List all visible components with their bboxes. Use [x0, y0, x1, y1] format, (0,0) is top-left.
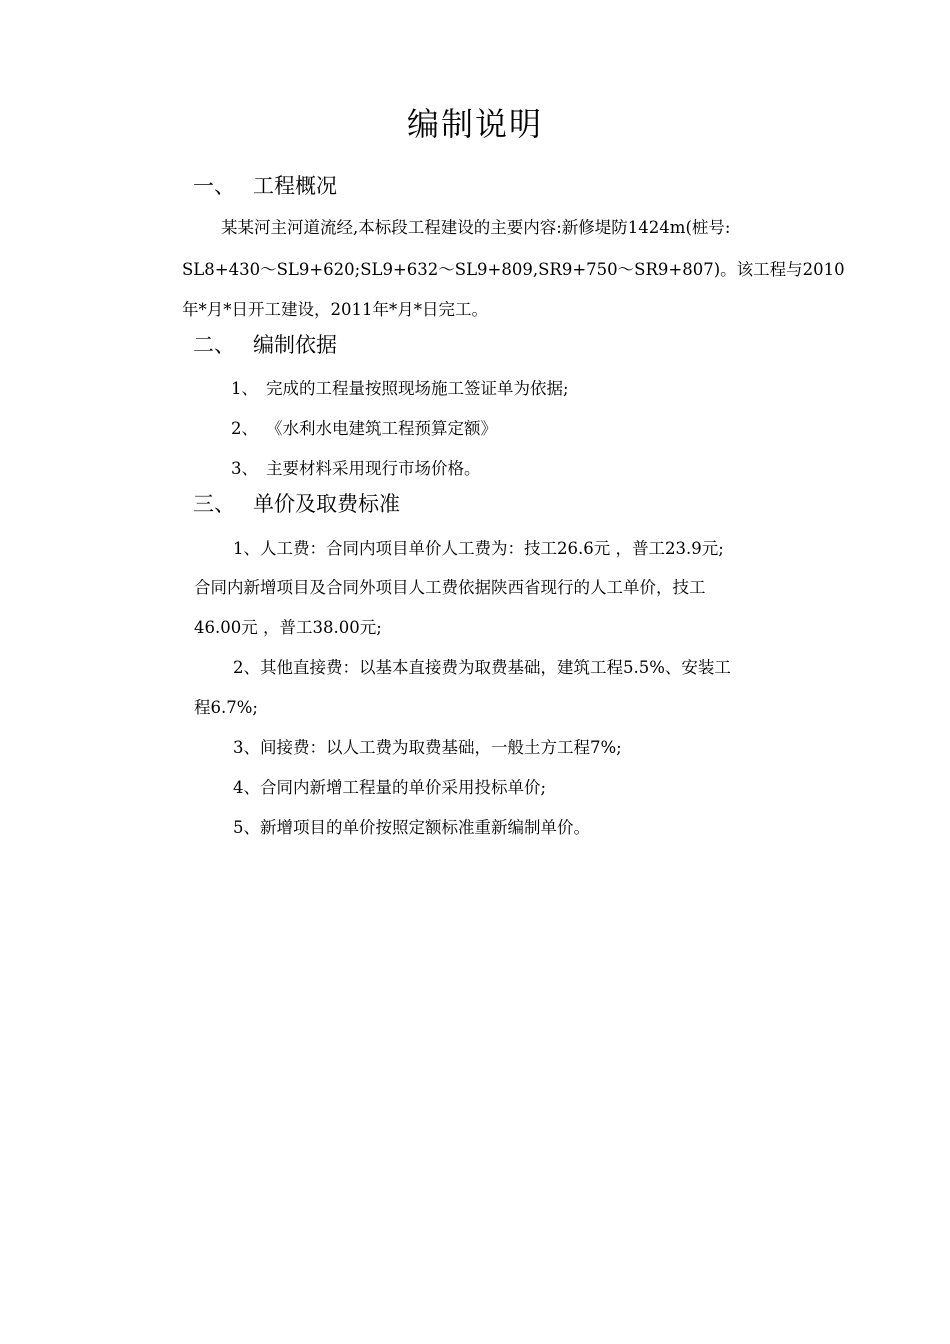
list-item-text: 完成的工程量按照现场施工签证单为依据; — [266, 379, 569, 398]
section-number: 一、 — [193, 174, 235, 198]
paragraph-line: 2、其他直接费：以基本直接费为取费基础，建筑工程5.5%、安装工 — [233, 658, 731, 677]
paragraph-line: SL8+430～SL9+620;SL9+632～SL9+809,SR9+750～SR9+807)。该工程与2010 — [182, 260, 845, 279]
list-item-number: 3、 — [231, 459, 258, 478]
list-item-text: 《水利水电建筑工程预算定额》 — [266, 419, 497, 438]
section-title: 单价及取费标准 — [253, 492, 400, 516]
paragraph-line: 年*月*日开工建设，2011年*月*日完工。 — [182, 300, 488, 319]
paragraph-line: 4、合同内新增工程量的单价采用投标单价; — [233, 778, 547, 797]
section-heading-pricing — [193, 488, 400, 520]
section-number: 三、 — [193, 492, 235, 516]
list-item-number: 2、 — [231, 419, 258, 438]
paragraph-line: 46.00元 ，普工38.00元; — [194, 618, 382, 637]
section-title: 编制依据 — [253, 333, 337, 357]
list-item-text: 主要材料采用现行市场价格。 — [266, 459, 481, 478]
section-title: 工程概况 — [253, 174, 337, 198]
document-title: 编制说明 — [406, 105, 543, 143]
section-heading-basis — [193, 329, 337, 361]
list-item — [231, 457, 481, 481]
list-item-number: 1、 — [231, 379, 258, 398]
paragraph-line: 1、人工费：合同内项目单价人工费为：技工26.6元 ，普工23.9元; — [233, 539, 724, 558]
list-item — [231, 377, 569, 401]
list-item — [231, 417, 497, 441]
paragraph-line: 合同内新增项目及合同外项目人工费依据陕西省现行的人工单价，技工 — [194, 578, 706, 597]
section-number: 二、 — [193, 333, 235, 357]
section-heading-overview — [193, 170, 337, 202]
paragraph-line: 程6.7%; — [194, 698, 258, 717]
paragraph-line: 5、新增项目的单价按照定额标准重新编制单价。 — [233, 818, 590, 837]
paragraph-line: 3、间接费：以人工费为取费基础，一般土方工程7%; — [233, 738, 622, 757]
paragraph-line: 某某河主河道流经,本标段工程建设的主要内容:新修堤防1424m(桩号: — [221, 218, 731, 237]
